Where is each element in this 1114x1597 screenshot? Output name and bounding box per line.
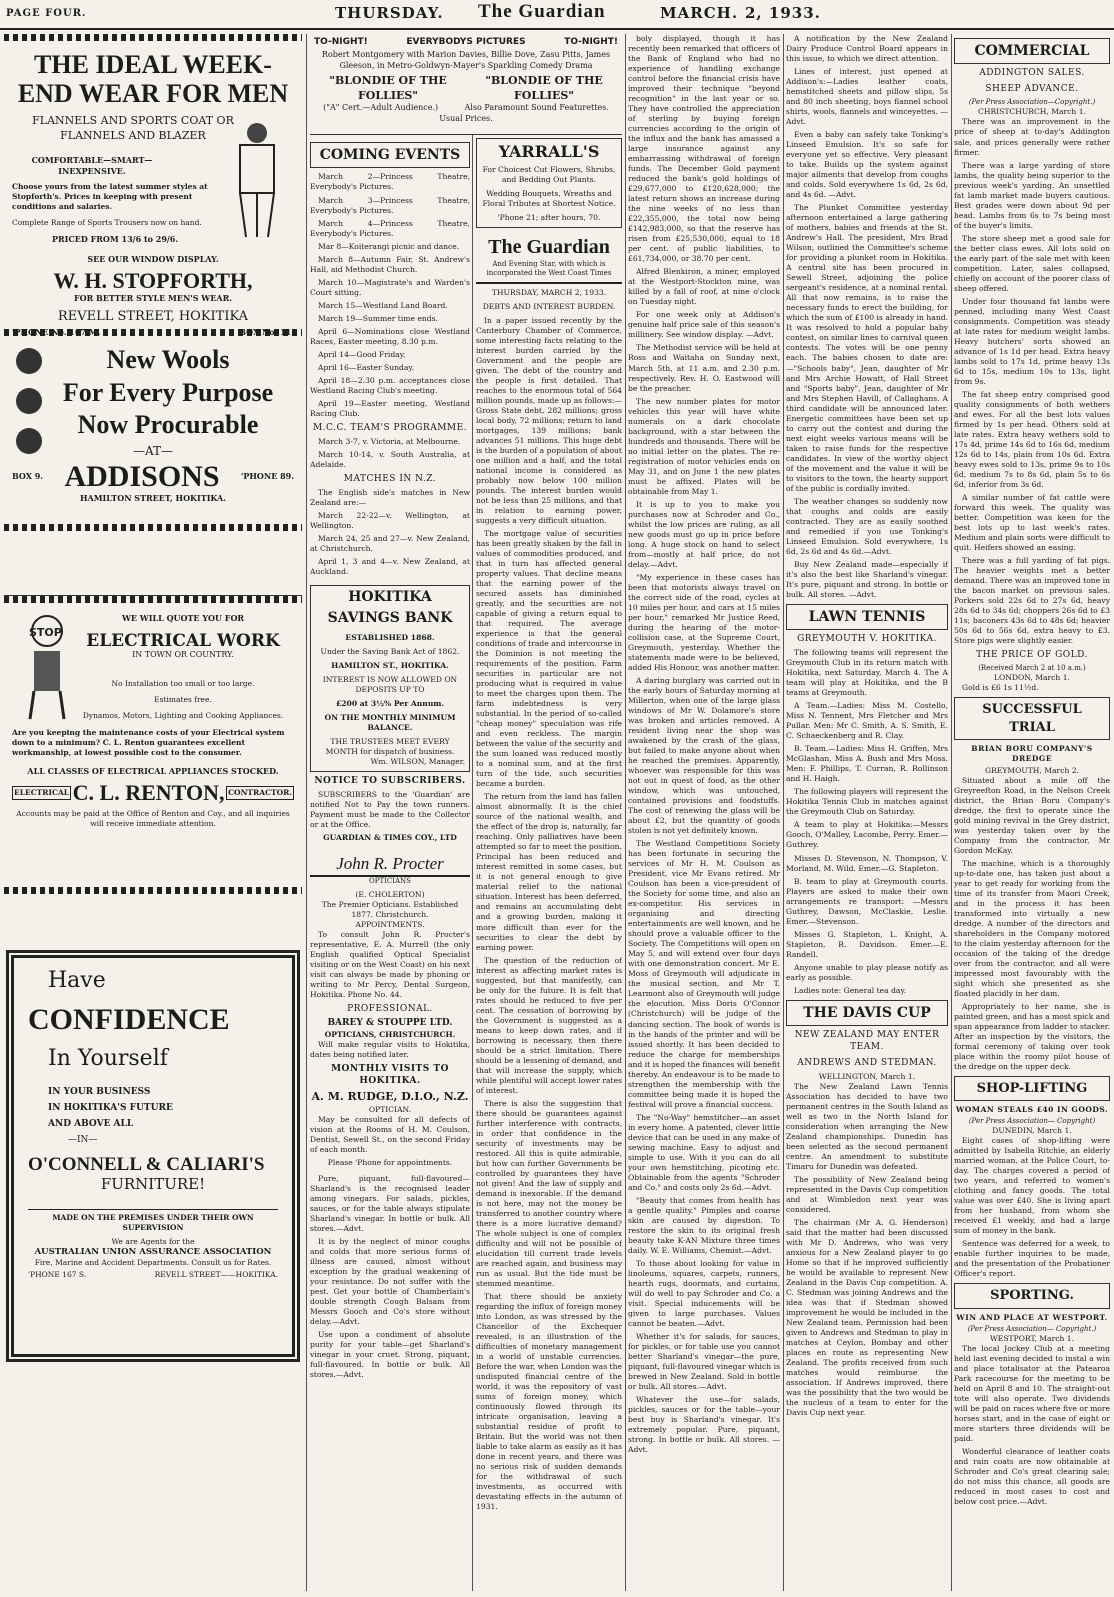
news-paragraph: A daring burglary was carried out in the early hours of Saturday morning at Millerton, when one of the large glass windows of Mr W. Dolamore's store was broken and articles removed. A resident living near the shop was awakened by the crash of the glass, but failed to make anyone about when he reached the premises. Apparently, whoever was responsible for this was not out in quest of food, as the other window, which was untouched, contained provisions and foodstuffs. The cost of renewing the glass will be about £2, but the quantity of goods stolen is not yet definitely known. [628,675,780,836]
addisons-phone: 'PHONE 89. [240,470,294,481]
market-paragraph: The fat sheep entry comprised good quality consignments of both wethers and ewes. For all the best lots values firmed by 1s per head. Others sold at late rates. Extra heavy wethers sold to 17s 4d, prime 14s 6d to 16s 6d, medium 12s 6d to 14s, plain from 10s 6d. Extra heavy ewes sold to 13s, prime 9s to 10s 6d, medium 7s to 8s 6d, plain 5s to 6s 6d, inferior from 3s 6d. [954,389,1110,490]
header-day: THURSDAY. [335,4,444,22]
fixture-item: March 22-22—v. Wellington, at Wellington. [310,510,470,530]
coming-events-title: COMING EVENTS [310,142,470,168]
procter-body: To consult John R. Procter's representative, E. A. Murrell (the only English qualified Optical Specialist visiting or on the West Coast) on his next visit can always be made by phoning or writing to Mr Percy, Dental Surgeon, Hokitika. Phone No. 44. [310,930,470,1000]
notice-body: SUBSCRIBERS to the 'Guardian' are notified Not to Pay the town runners. Payment must be made to the Collector or at the Office. [310,789,470,829]
market-paragraph: There was a full yarding of fat pigs. The heavier weights met a better demand. There was an improved tone in the bacon market on previous sales. Porkers sold 22s 6d to 27s 6d, heavy 28s 6d to 34s 6d; choppers 26s 6d to £3 11s; baconers 43s 6d to 48s 6d; heavier 50s 6d to 56s 6d, extra heavy to £3. Store pigs were slightly easier. [954,556,1110,646]
addington-sales: ADDINGTON SALES. [979,68,1085,79]
news-paragraph: Even a baby can safely take Tonking's Linseed Emulsion. It's so safe for everyone yet so effective. Very pleasant to take. Builds up the system against major ailments that develop from coughs and colds. Sold everywhere 1s 6d, 2s 6d, and 4s 6d. —Advt. [786,130,948,200]
header-date: 2, 1933. [745,4,821,22]
news-paragraph: It is up to you to make you purchases now at Schroder and Co., whilst the low prices are ruling, as all new goods must go up in price before long. A huge stock on hand to select from—mostly at half price, do not delay.—Advt. [628,499,780,569]
market-paragraph: There was a large yarding of store lambs, the quality being superior to the previous week's yarding. An unsettled fat lamb market made buyers cautious. Best grades were down about 9d per head. Lambs from 6s to 7s being most of the buyer's limits. [954,160,1110,230]
event-item: March 2—Princess Theatre, Everybody's Pictures. [310,172,470,192]
renton-no-inst: No Installation too small or too large. [111,678,255,688]
notice-sig: GUARDIAN & TIMES COY., LTD [323,832,457,842]
svg-text:STOP: STOP [29,626,62,639]
oconnell-l4: —IN— [68,1134,98,1145]
vinegar-advt-2: Use upon a condiment of absolute purity for your table—get Sharland's vinegar in your cruet. Strong, piquant, full-flavoured. In bottle or bulk. All stores.—Advt. [310,1329,470,1379]
savings-monthly: ON THE MONTHLY MINIMUM BALANCE. [324,712,456,732]
fixture-item: March 10-14, v. South Australia, at Adelaide. [310,449,470,469]
editorial-paragraph: The return from the land has fallen almost abnormally. It is the chief source of the national wealth, and the effect of the drop is, naturally, far reaching. Only palliatives have been attempted so far to meet the position. Principal has been reduced and interest remitted in some cases, but it is not general enough to give material relief to the national situation. Interest has been deferred, and remains an accumulating debt and a growing burden, making it more difficult than ever for the securities to clear the debt by earning power. [476,792,622,952]
sporting-paragraph: The local Jockey Club at a meeting held last evening decided to instal a win and place totalisator at the Patearoa Park racecourse for the meeting to be held on April 8 and 10. The straight-out tote will also operate. Two dividends will be paid on races where five or more horses start, and in the case of eight or more starters three dividends will be paid. [954,1343,1110,1443]
column-3 [476,138,622,1591]
tonight-film-2: "BLONDIE OF THE FOLLIES" [485,73,603,102]
tonight-right: TO-NIGHT! [564,37,618,47]
nz-heading: MATCHES IN N.Z. [343,473,437,484]
guardian-box-sub: And Evening Star, with which is incorporated the West Coast Times [476,260,622,283]
ads-column [4,34,302,1591]
event-item: April 19—Easter meeting, Westland Racing Club. [310,398,470,418]
addisons-line2: For Every Purpose [62,377,274,407]
column-2 [310,138,470,1591]
stopforth-body: Choose yours from the latest summer styles at Stopforth's. Prices in keeping with present conditions and salaries. [12,182,208,212]
oconnell-agents: We are Agents for the [111,1237,195,1247]
renton-left: ELECTRICAL [12,786,71,800]
savings-bank-ad [310,585,470,772]
shoplifting-paragraph: Sentence was deferred for a week, to enable further inquiries to be made, and the presentation of the Probationer Officer's report. [954,1239,1110,1279]
character-icon [16,388,42,414]
addisons-name: ADDISONS [64,459,220,493]
savings-act: Under the Saving Bank Act of 1862. [320,646,460,656]
yarrall-phone: 'Phone 21; after hours, 70. [497,212,601,222]
notice-title: NOTICE TO SUBSCRIBERS. [314,775,466,786]
addisons-line1: New Wools [106,345,230,374]
shoplifting-assoc: (Per Press Association— Copyright) [968,1117,1096,1126]
commercial-place: CHRISTCHURCH, March 1. [978,107,1086,117]
gold-place: LONDON, March 1. [994,673,1070,683]
sporting-paragraph: Wonderful clearance of leather coats and rain coats are now obtainable at Schroder and Co's great clearing sale; do not miss this chance, all goods are reduced in most cases to cost and below cost price.—Advt. [954,1446,1110,1507]
renton-est: Estimates free. [154,694,212,704]
tennis-paragraph: B. team to play at Greymouth courts. Players are asked to make their own arrangements re transport: —Messrs Guthrey, Dawson, McClaskie, Leslie. Emer.—Stevenson. [786,876,948,926]
renton-accounts: Accounts may be paid at the Office of Renton and Coy., and all inquiries will receive immediate attention. [16,808,290,828]
news-paragraph: "My experience in these cases has been that motorists always travel on the correct side of the road, cycles at 10 miles per hour, and cars at 15 miles per hour," remarked Mr Justice Reed, during the hearing of the motor-collision case, at the Supreme Court, Greymouth, yesterday. Whether the statements made were to be believed, added His Honour, was another matter. [628,572,780,672]
news-paragraph: The Methodist service will be held at Ross and Waitaha on Sunday next, March 5th, at 11 a.m. and 2.30 p.m. respectively. Rev. H. O. Eastwood will be the preacher. [628,343,780,393]
savings-int: INTEREST IS NOW ALLOWED ON DEPOSITS UP TO [322,674,458,694]
oconnell-ad [6,950,300,1362]
editorial-paragraph: The mortgage value of securities has been greatly shaken by the fall in values of commodities produced, and that in turn has affected general property values. That decline means that the earning power of the secured assets has diminished greatly, and the securities are not capable of giving a return equal to that required. The average experience is that the general conditions of trade and intercourse in the Dominion is not meeting the requirements of the position. Farm securities in particular are not producing what is required in value to meet the charges upon them. The farm indebtedness is very substantial. In the period of so-called "cheap money" speculation was rife and even reckless. The margin between the value of the security and the sum loaned was reduced mostly to a nominal sum, and at the first turn of the tide, such securities became a burden. [476,528,622,789]
yarrall-body2: Wedding Bouquets, Wreaths and Floral Tributes at Shortest Notice. [482,188,616,208]
tonight-mid: EVERYBODYS PICTURES [406,37,526,47]
editorial-paragraph: In a paper issued recently by the Canterbury Chamber of Commerce, some interesting facts relating to the interest burden carried by the Government and the people are given. The debt of the country and the people is first detailed. That reaches to the enormous total of 564 million pounds, made up as follows:—Gross State debt, 282 millions; gross local body, 72 millions; return to land mortgages, 139 millions; bank advances 51 millions. This huge debt is the burden of a population of about one million and a half, and the total national income is considered as probably now below 100 million pounds. The interest burden would not be less than 25 millions, and that in relation to earning power, suggests a very difficult situation. [476,315,622,525]
oconnell-l2: IN HOKITIKA'S FUTURE [48,1102,173,1113]
balsam-advt: It is by the neglect of minor coughs and colds that more serious forms of illness are caused, almost without exception by the gradual weakening of your resistance. Do not suffer with the pest. Get your bottle of Chamberlain's double strength Cough Balsam from Messrs Gooch and Co's store without delay.—Advt. [310,1236,470,1326]
addisons-line3: Now Procurable [77,410,259,440]
oconnell-name: O'CONNELL & CALIARI'S [28,1153,265,1175]
news-paragraph: Whether it's for salads, for sauces, for pickles, or for table use you cannot better Sharland's vinegar—the pure, piquant, full-flavoured vinegar which is brewed in New Zealand. Sold in bottle or bulk. All stores.—Advt. [628,1331,780,1392]
news-paragraph: The Plunket Committee yesterday afternoon entertained a large gathering of mothers, babies and friends at the St. Andrew's Hall. The president, Mrs Brad Wilson, outlined the Committee's scheme for providing a plunket room in Hokitika. A central site has been procured in Sewell Street, adjoining the police sergeant's residence, at a nominal rental. All that now remains, is to raise the necessary funds to erect the building, for which the sum of £100 is already in hand. It was resolved to hold a popular baby contest, on similar lines to carnival queen contests. The votes will be one penny each. The babies chosen to date are:—"Schools baby", Jean, daughter of Mr and Mrs Archie Howatt, of Hall Street and "Sports baby", Jean, daughter of Mr and Mrs Stephen Havill, of Callaghans. A third candidate will be announced later. Energetic committees have been set up to carry out the contest and during the next eight weeks various means will be taken to raise funds for the respective candidates. In view of the worthy object of the movement and the value it will be to visitors to the town, the hearty support of the public is cordially invited. [786,203,948,493]
davis-cup-place: WELLINGTON, March 1. [818,1071,916,1081]
page-header [0,0,1114,30]
market-paragraph: Under four thousand fat lambs were penned, including many West Coast consignments. Competition was steady at late rates for medium weight lambs. Heavy butchers' sorts showed an advance of 1s 1d per head. Extra heavy lambs sold to 17s 1d, prime heavy 13s 6d to 15s, medium 10s to 13s, light from 9s. [954,296,1110,386]
event-item: April 18—2.30 p.m. acceptances close Westland Racing Club's meeting. [310,375,470,395]
renton-quote: WE WILL QUOTE YOU FOR [121,613,245,623]
oconnell-furn: FURNITURE! [100,1175,206,1194]
news-paragraph: The "No-Way" hemstitcher—an asset in every home. A patented, clever little device that can be used in any make of sewing machine. Easy to adjust and simple to use. With it you can do all your own hemstitching, picoting etc. Obtainable from the agents "Schroder and Co." and costs only 2s 6d.—Advt. [628,1112,780,1192]
savings-trustees: THE TRUSTEES MEET EVERY MONTH for dispatch of business. [325,736,455,756]
news-paragraph: Buy New Zealand made—especially if it's also the best like Sharland's vinegar. It's pure, piquant and strong. In bottle or bulk. All stores. —Advt. [786,559,948,599]
tonight-ad [310,34,622,135]
tonight-cast: Robert Montgomery with Marion Davies, Billie Dove, Zasu Pitts, James Gleeson, in Metro-Goldwyn-Mayer's Sparkling Comedy Drama [321,50,611,70]
tonight-left: TO-NIGHT! [314,37,368,47]
sheep-advance: SHEEP ADVANCE. [985,84,1079,95]
stopforth-address: REVELL STREET, HOKITIKA [57,308,249,324]
editorial-date: THURSDAY, MARCH 2, 1933. [491,287,607,297]
news-paragraph: Alfred Blenkiron, a miner, employed at the Westport-Stockton mine, was killed by a fall of roof, at nine o'clock on Tuesday night. [628,267,780,307]
renton-where: IN TOWN OR COUNTRY. [132,650,234,660]
professional-title: PROFESSIONAL. [347,1004,433,1015]
character-icon [16,428,42,454]
event-item: March 19—Summer time ends. [318,313,438,323]
market-paragraph: There was an improvement in the price of sheep at to-day's Addington sale, and prices generally were rather firmer. [954,117,1110,157]
rudge-body: May be consulted for all defects of vision at the Rooms of H. M. Coulson, Dentist, Sewell St., on the second Friday of each month. [310,1114,470,1154]
stopforth-box: BOX No. 11. [239,326,294,337]
trial-paragraph: Situated about a mile off the Greyreefton Road, in the Nelson Creek district, the Brian Boru Company's dredge, the first to operate since the gold mining revival in the Grey district, was yesterday taken over by the Company from the contractor, Mr Gordon McKay. [954,775,1110,855]
fixture-item: March 3-7, v. Victoria, at Melbourne. [318,436,461,446]
gold-text: Gold is £6 1s 11½d. [962,683,1039,693]
rudge-name: A. M. RUDGE, D.I.O., N.Z. [311,1090,469,1104]
procter-who: (E. CHOLERTON) [355,890,425,900]
savings-addr: HAMILTON ST., HOKITIKA. [331,660,449,670]
editorial-heading: DEBTS AND INTEREST BURDEN. [482,301,616,311]
stopforth-sub: FLANNELS AND SPORTS COAT OR FLANNELS AND BLAZER [32,114,234,142]
tonight-film-1: "BLONDIE OF THE FOLLIES" [329,73,447,102]
professional-firm: BAREY & STOUPPE LTD. [327,1018,453,1029]
tennis-paragraph: Misses G. Stapleton, L. Knight, A. Stapleton, R. Davidson. Emer.—E. Randell. [786,929,948,959]
tennis-paragraph: Anyone unable to play please notify as early as possible. [786,962,948,982]
professional-body: Will make regular visits to Hokitika, dates being notified later. [310,1040,470,1060]
oconnell-l3: AND ABOVE ALL [48,1118,134,1129]
stop-man-icon [12,611,82,721]
shoplifting-paragraph: Eight cases of shop-lifting were admitted by Isabella Ritchie, an elderly married woman, at the Police Court, to-day. The charges covered a period of two years, and referred to women's clothing and fancy goods. The total value was over £40. She is living apart from her husband, from whom she received £1 weekly, and had a large sum of money in the bank. [954,1136,1110,1236]
savings-rate: £200 at 3½% Per Annum. [335,698,445,708]
tennis-paragraph: Misses D. Stevenson, N. Thompson, V. Morland, M. Wild. Emer.—G. Stapleton. [786,853,948,873]
oconnell-depts: Fire, Marine and Accident Departments. Consult us for Rates. [34,1258,272,1268]
editorial-paragraph: That there should be anxiety regarding the influx of foreign money into London, as was stressed by the Chancellor of the Exchequer revealed, is an illustration of the difficulties of monetary management in a world of unstable currencies. Before the war, when London was the undisputed financial centre of the world, it was the repository of vast sums of foreign money, which continuously flowed through its intricate organisation, leaving a substantial residue of profit to Britain. But the world was not then liable to take alarm as easily as it has done in recent years, and there was no serious risk of sudden demands for the withdrawal of such investments, as occurred with devastating effects in the autumn of 1931. [476,1292,622,1512]
shoplifting-title: SHOP-LIFTING [954,1076,1110,1101]
addisons-box: BOX 9. [12,470,44,481]
event-item: March 4—Princess Theatre, Everybody's Pictures. [310,218,470,238]
stopforth-range: Complete Range of Sports Trousers now on hand. [12,217,202,227]
trial-place: GREYMOUTH, March 2. [985,765,1079,775]
masthead-title: The Guardian [478,1,606,22]
editorial-paragraph: There is also the suggestion that there should be guarantees against further interference with contracts, in order that confidence in the security of investments may be restored. All this is quite admirable, but how can further Governments be controlled by guarantees they have not given! And the law of supply and demand is inexorable. If the demand is not here, may not the money be transferred to another country where there is a more lucrative demand? The whole subject is one of complex difficulty and will not be possible of elucidation till current trade levels are reached again, and business may run as usual. But the tide must be stemmed meantime. [476,1098,622,1289]
fixture-item: April 1, 3 and 4—v. New Zealand, at Auckland. [310,556,470,576]
trial-sub: BRIAN BORU COMPANY'S DREDGE [971,743,1093,763]
yarrall-body: For Choicest Cut Flowers, Shrubs, and Bedding Out Plants. [482,164,616,184]
oconnell-l1: IN YOUR BUSINESS [48,1087,151,1098]
trial-title: SUCCESSFUL TRIAL [954,697,1110,739]
addisons-address: HAMILTON STREET, HOKITIKA. [79,492,227,503]
guardian-box-title: The Guardian [488,235,610,258]
davis-cup-sub2: ANDREWS AND STEDMAN. [797,1057,937,1068]
sporting-assoc: (Per Press Association— Copyright.) [967,1324,1097,1333]
savings-est: ESTABLISHED 1868. [345,632,435,642]
lawn-tennis-title: LAWN TENNIS [786,604,948,630]
market-paragraph: A similar number of fat cattle were forward this week. The quality was better. Competition was keen for the best lots up to last week's rates. Medium and plain sorts were difficult to quit. Heifers showed an easing. [954,493,1110,553]
event-item: April 14—Good Friday. [318,349,406,359]
coming-events-list [310,172,470,418]
davis-paragraph: The chairman (Mr A. G. Henderson) said that the matter had been discussed with Mr D. Andrews, who was very anxious for a New Zealand player to go Home so that if he improved sufficiently he would be available to represent New Zealand in the Davis Cup competition. A. C. Stedman was joining Andrews and the idea was that if Stedman showed improvement he would be included in the New Zealand team. Permission had been given to Andrews and Stedman to play in matches at Ceylon, Bombay and other places en route as representing New Zealand. The profits received from such matches would reimburse the association. If Andrews improved, there was the possibility that the two would be the nucleus of a team to enter for the Davis Cup next year. [786,1218,948,1418]
news-paragraph: To those about looking for value in linoleums, squares, carpets, runners, hearth rugs, doormats, and curtains, will do well to pay Schroder and Co. a visit. Special inducements will be given to large purchases. Values cannot be beaten.—Advt. [628,1258,780,1328]
news-paragraph: For one week only at Addison's genuine half price sale of this season's millinery. See window display. —Advt. [628,310,780,340]
tennis-paragraph: B. Team.—Ladies: Miss H. Griffen, Mrs McGlashan, Miss A. Bush and Mrs Moss. Men: F. Phillips, T. Curran, R. Rollinson and H. Haigh. [786,744,948,784]
event-item: March 8—Autumn Fair, St. Andrew's Hall, aid Methodist Church. [310,254,470,274]
oconnell-street: REVELL STREET——HOKITIKA. [154,1270,278,1280]
vinegar-advt-1: Pure, piquant, full-flavoured—Sharland's is the recognised leader among vinegars. For salads, pickles, sauces, or for the table always stipulate Sharland's vinegar. In bottle or bulk. All stores.—Advt. [310,1173,470,1233]
gold-title: THE PRICE OF GOLD. [976,650,1088,661]
savings-title2: SAVINGS BANK [327,610,453,627]
procter-logo: John R. Procter [310,853,470,877]
renton-stock: ALL CLASSES OF ELECTRICAL APPLIANCES STOCKED. [27,766,279,777]
renton-dyn: Dynamos, Motors, Lighting and Cooking Appliances. [82,710,284,720]
character-icon [16,348,42,374]
stopforth-phone: 'PHONE No. 167 M. [12,326,101,337]
tonight-also: Also Paramount Sound Featurettes. [464,103,609,113]
news-paragraph: The new number plates for motor vehicles this year will have white numerals on a dark chocolate background, with a star between the hundreds and thousands. There will be no initial letter on the plates. The re-registration of motor vehicles ends on May 31, and on June 1 the new plates must be affixed. Plates will be obtainable from May 1. [628,396,780,496]
davis-cup-sub: NEW ZEALAND MAY ENTER TEAM. [794,1030,940,1053]
addisons-ad [6,340,300,502]
renton-maint: Are you keeping the maintenance costs of your Electrical system down to a minimum? C. L. Renton guarantees excellent workmanship, at lowest possible cost to the consumer. [12,728,285,758]
gold-recv: (Received March 2 at 10 a.m.) [978,664,1086,673]
rudge-role: OPTICIAN. [368,1104,412,1114]
davis-cup-title: THE DAVIS CUP [786,1000,948,1026]
market-paragraph: The store sheep met a good sale for the better class ewes. All lots sold on the early part of the sale met with keen competition. Later, sales collapsed, chiefly on account of the poorer class of sheep offered. [954,233,1110,293]
stopforth-slogan: FOR BETTER STYLE MEN'S WEAR. [73,293,233,304]
event-item: March 3—Princess Theatre, Everybody's Pictures. [310,195,470,215]
shoplifting-sub: WOMAN STEALS £40 IN GOODS. [955,1105,1109,1115]
procter-appt: APPOINTMENTS. [355,920,425,930]
procter-opt: OPTICIANS [369,877,411,886]
stopforth-price: PRICED FROM 13/6 to 29/6. [52,233,179,244]
news-paragraph: The weather changes so suddenly now that coughs and colds are easily contracted. They are as easily soothed and remedied if you use Tonking's Linseed Emulsion. Sold everywhere, 1s 6d, 2s 6d and 4s 6d.—Advt. [786,496,948,556]
editorial-body [476,316,622,1513]
stopforth-window: SEE OUR WINDOW DISPLAY. [87,254,219,265]
savings-manager: Wm. WILSON, Manager. [370,756,465,766]
column-5 [786,34,948,1591]
sporting-sub: WIN AND PLACE AT WESTPORT. [956,1312,1108,1322]
event-item: April 16—Easter Sunday. [318,362,415,372]
tennis-paragraph: The following teams will represent the Greymouth Club in its return match with Hokitika, next Saturday, March 4. The A team will play at Hokitika, and the B teams at Greymouth. [786,648,948,698]
commercial-assoc: (Per Press Association—Copyright.) [968,98,1096,107]
renton-right: CONTRACTOR. [226,786,294,800]
procter-est: The Premier Opticians. Established 1877. Christchurch. [321,900,459,920]
tonight-prices: Usual Prices. [439,114,493,124]
event-item: Mar 8—Koiterangi picnic and dance. [318,241,460,251]
event-item: April 6—Nominations close Westland Races, Easter meeting, 8.30 p.m. [310,326,470,346]
oconnell-phone: 'PHONE 167 S. [28,1270,87,1280]
event-item: March 10—Magistrate's and Warden's Court sitting. [310,277,470,297]
fixture-item: The English side's matches in New Zealand are:— [310,487,470,507]
lawn-tennis-sub: GREYMOUTH V. HOKITIKA. [797,634,937,645]
suit-illustration-icon [222,119,292,239]
davis-paragraph: The New Zealand Lawn Tennis Association has decided to have two permanent centres in the South Island as well as two in the North Island for consideration when arranging the New Zealand championships. Dunedin has been selected as the second permanent centre. An amendment to substitute Timaru for Dunedin was defeated. [786,1081,948,1171]
news-paragraph: The Westland Competitions Society has been fortunate in securing the services of Mr H. M. Coulson as President, vice Mr Evans retired. Mr Coulson has been a vice-president of the Society for some time, and also an ex-competitor. His services in organising and directing entertainments are well known, and he should prove a valuable officer to the Society. The Competitions will open on May 5, and will extend over four days with one demonstration concert. Mr E. Moss of Greymouth will adjudicate in the musical section, and Mr T. Learmont also of Greymouth will judge the elocution. Miss Doris O'Connor (Christchurch) will be judge of the dancing section. The book of words is in the hands of the printer and will be issued shortly. It has been decided to reduce the charge for memberships and it is hoped the finances will benefit thereby. An endeavour is to be made to strengthen the membership with the committee being made it is hoped the festival will prove a financial success. [628,839,780,1109]
column-4 [628,34,780,1591]
rudge-title: MONTHLY VISITS TO HOKITIKA. [331,1064,449,1087]
oconnell-aua: AUSTRALIAN UNION ASSURANCE ASSOCIATION [34,1246,272,1257]
sporting-place: WESTPORT, March 1. [989,1333,1075,1343]
savings-title1: HOKITIKA [348,588,432,605]
tennis-paragraph: Ladies note: General tea day. [794,985,907,995]
trial-paragraph: Appropriately to her name, she is painted green, and has a most spick and span appearance from ladder to stacker. After an inspection by the visitors, the formal ceremony of taking over took place within the roomy pilot house of the dredge on the upper deck. [954,1001,1110,1071]
tennis-paragraph: The following players will represent the Hokitika Tennis Club in matches against the Greymouth Club on Saturday. [786,787,948,817]
sporting-title: SPORTING. [954,1283,1110,1308]
professional-sub: OPTICIANS, CHRISTCHURCH. [324,1030,456,1040]
renton-ad [6,607,300,883]
column-6 [954,34,1110,1591]
commercial-title: COMMERCIAL [954,38,1110,64]
stopforth-name: W. H. STOPFORTH, [53,267,253,293]
tennis-paragraph: A team to play at Hokitika:—Messrs Gooch, O'Malley, Lacombe, Perry. Emer.—Guthrey. [786,820,948,850]
news-paragraph: boly displayed, though it has recently been remarked that officers of the Bank of England who had no experience of handling exchange control before the financial crisis have improved their technique "beyond recognition" in the last year or so. They have controlled the appreciation of sterling by buying foreign currencies according to the origin of the influx and the bank has amassed a large insurance against any embarrassing withdrawal of foreign funds. The December Gold payment reduced the bank's gold holdings of £29,677,000 to £120,628,000; the latest return shows an increase during the nine weeks of no less than £22,355,000, the total now being £142,983,000, so that the reserve has risen from £25,530,000, equal to 18 per cent. of public liabilities, to £61,734,000, or 38.70 per cent. [628,34,780,264]
header-month: MARCH. [660,4,739,22]
tonight-cert: ("A" Cert.—Adult Audience.) [323,103,439,113]
event-item: March 15—Westland Land Board. [318,300,448,310]
oconnell-have: Have [48,968,106,993]
editorial-paragraph: The question of the reduction of interest as affecting market rates is suggested, but that manifestly, can be only for the future. It is felt that rates should be reduced to five per cent. The cessation of borrowing by the Government is suggested as a means to keep down rates, and if borrowing is necessary, then there should be a strict limitation. There should be a lessening of demand, and that will increase the supply, which while plentiful will accept lower rates of interest. [476,955,622,1095]
renton-work: ELECTRICAL WORK [86,630,280,651]
tennis-paragraph: A Team.—Ladies: Miss M. Costello, Miss N. Tennent, Mrs Fletcher and Mrs Pullar. Men: Mr C. Smith, A. S. Smith, E. C. Schaeckenberg and R. Clay. [786,701,948,741]
oconnell-conf: CONFIDENCE [28,1003,230,1037]
stopforth-title: THE IDEAL WEEK-END WEAR FOR MEN [17,50,289,108]
oconnell-yourself: In Yourself [48,1046,168,1072]
page-number: PAGE FOUR. [6,8,87,19]
rudge-phone: Please 'Phone for appointments. [327,1157,453,1167]
shoplifting-place: DUNEDIN, March 1. [992,1126,1072,1136]
davis-paragraph: The possibility of New Zealand being represented in the Davis Cup competition and at Wimbledon next year was considered. [786,1174,948,1214]
oconnell-made: MADE ON THE PREMISES UNDER THEIR OWN SUPERVISION [28,1209,278,1233]
news-paragraph: "Beauty that comes from health has a gentle quality." Pimples and coarse skin are caused by digestion. To restore the skin to its original fresh beauty take K-AN Mixture three times daily. W. E. Williams, Chemist.—Advt. [628,1195,780,1255]
renton-name: C. L. RENTON, [72,779,225,805]
news-paragraph: A notification by the New Zealand Dairy Produce Control Board appears in this issue, to which we direct attention. [786,34,948,64]
fixture-item: March 24, 25 and 27—v. New Zealand, at Christchurch. [310,533,470,553]
yarrall-ad [476,138,622,228]
news-paragraph: Lines of interest, just opened at Addison's:—Ladies leather coats, hemstitched sheets and pillow slips, 5s and 80 inch sheeting, boys flannel school shirts, wools, flannels and winceyettes. —Advt. [786,67,948,127]
news-paragraph: Whatever the use—for salads, pickles, sauces or for the table—your best buy is Sharland's vinegar. It's extremely popular. Pure, piquant, strong. In bottle or bulk. All stores. —Advt. [628,1395,780,1455]
mcc-heading: M.C.C. TEAM'S PROGRAMME. [312,422,468,433]
stopforth-ad [6,45,300,337]
trial-paragraph: The machine, which is a thoroughly up-to-date one, has taken just about a year to get ready for working from the time of its transfer from Maori Creek, and in the process it has been transformed into virtually a new dredge. A number of the directors and shareholders in the Company motored to the claim yesterday afternoon for the occasion of the taking of the dredge over from the contractor, and all were impressed most favourably with the sight which she presented as she floated placidly in her dam. [954,858,1110,998]
yarrall-title: YARRALL'S [498,142,600,161]
stopforth-tag: COMFORTABLE—SMART— INEXPENSIVE. [31,155,153,176]
addisons-at: —AT— [132,443,173,458]
